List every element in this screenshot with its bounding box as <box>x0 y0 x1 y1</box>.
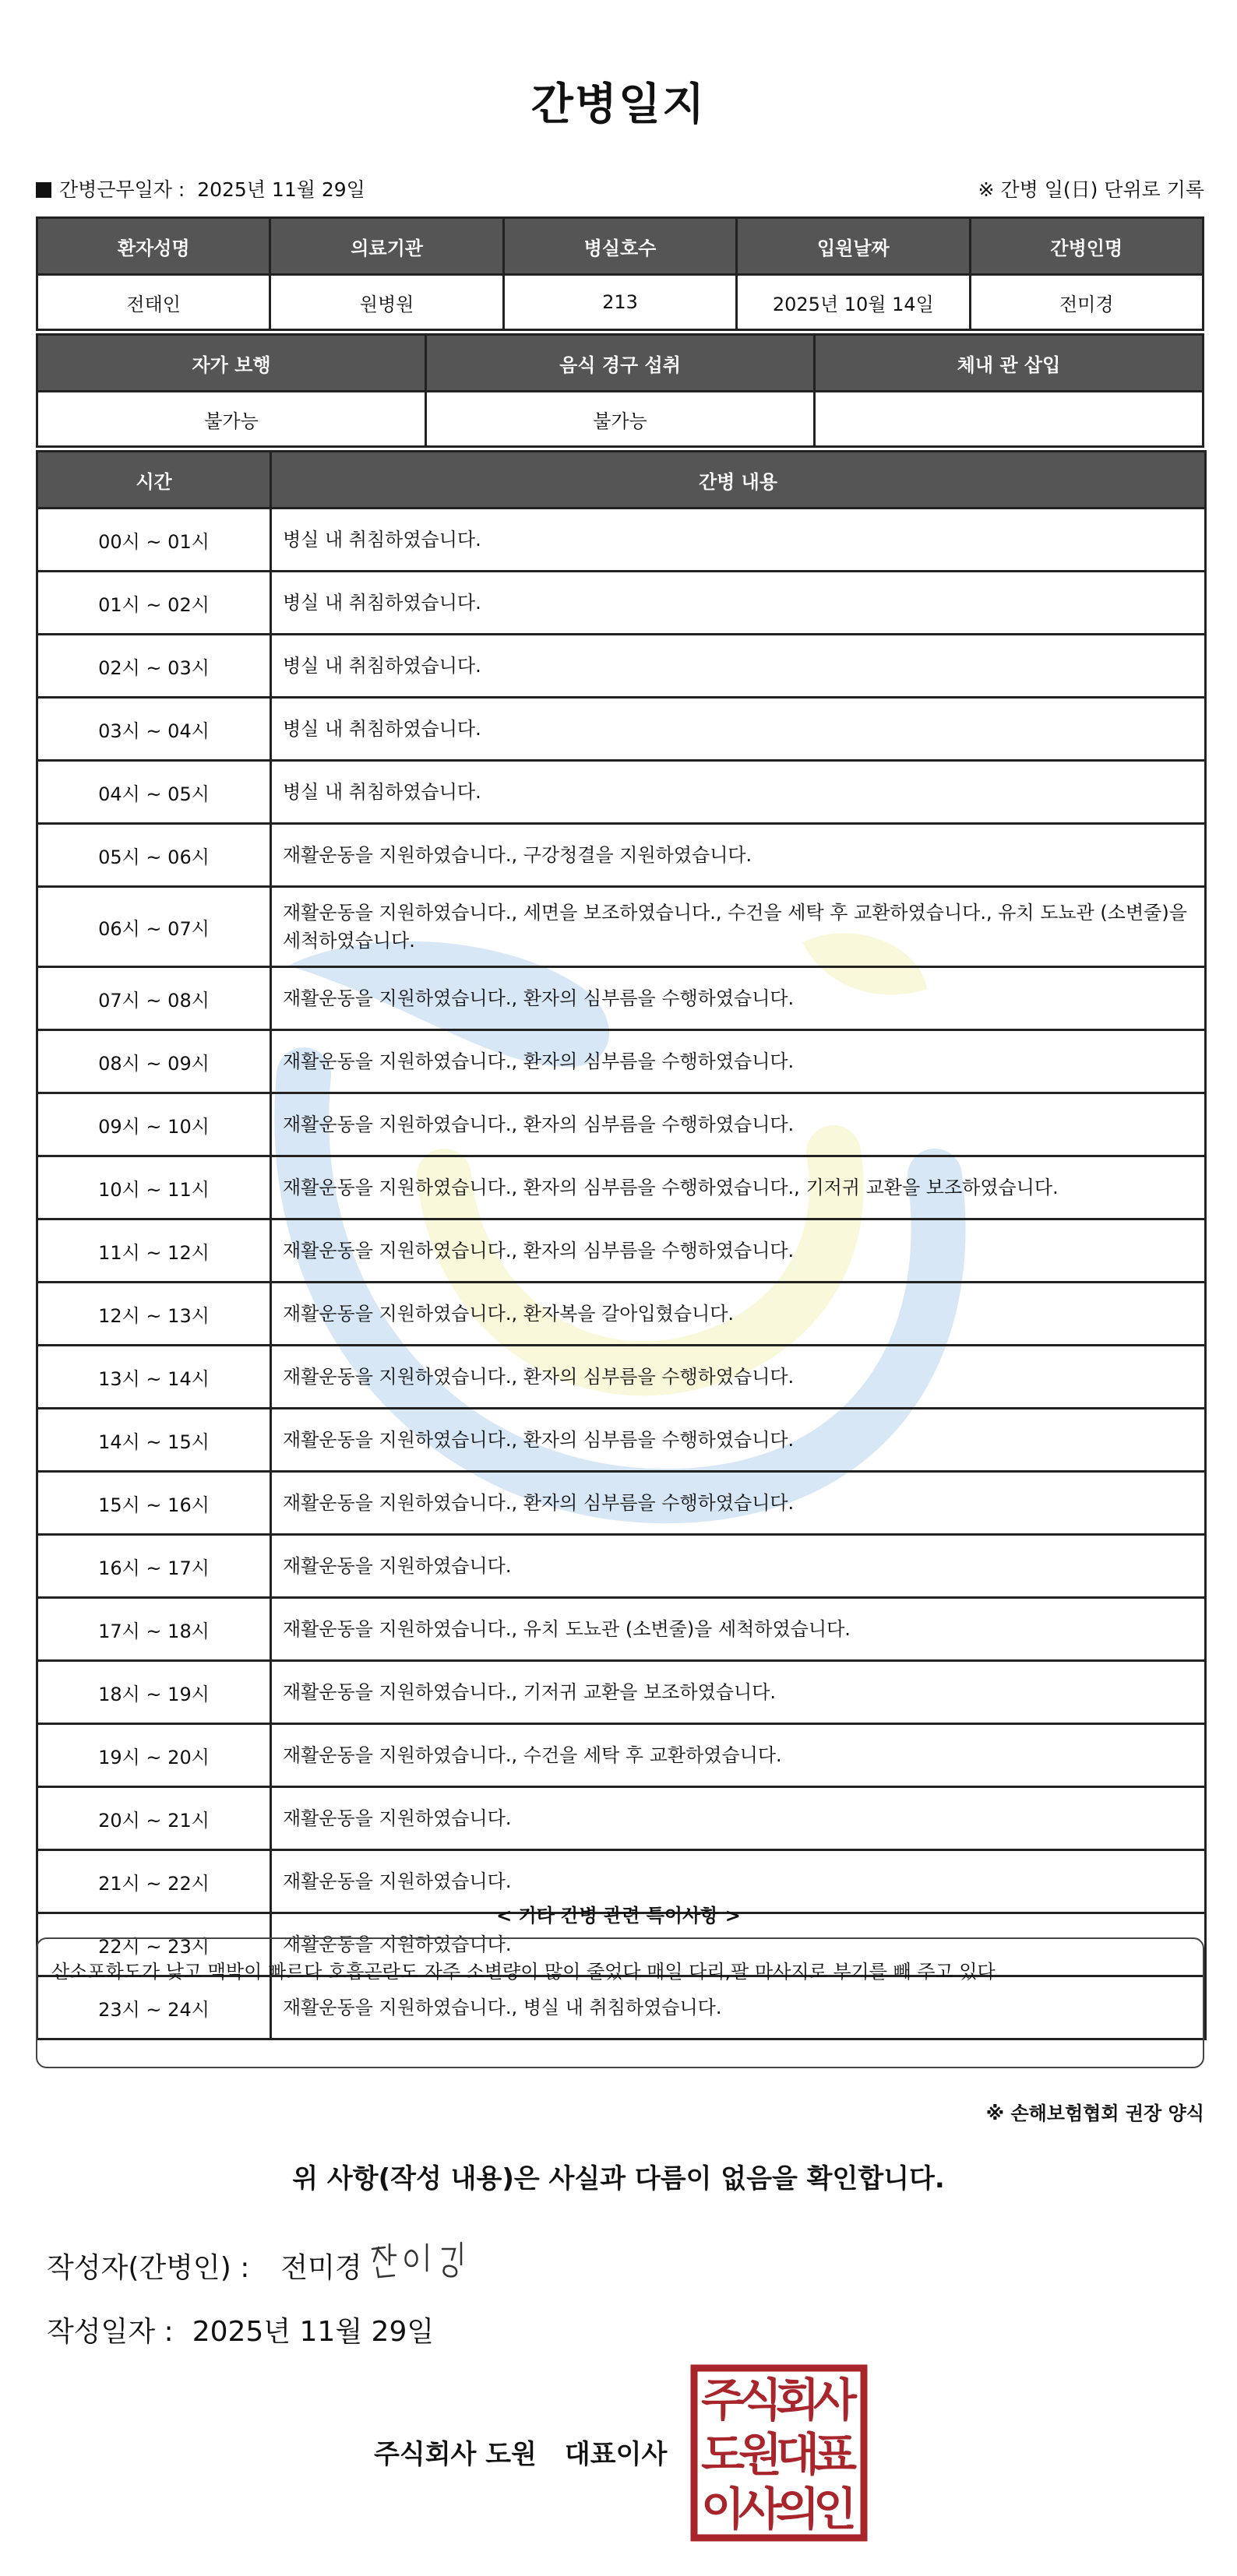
table-row <box>37 1346 1206 1409</box>
table-row <box>37 1661 1206 1724</box>
care-log-table <box>36 450 1207 2040</box>
row-time: 05시 ~ 06시 <box>37 824 271 887</box>
row-care-content: 재활운동을 지원하였습니다., 세면을 보조하였습니다., 수건을 세탁 후 교환하였습니다., 유치 도뇨관 (소변줄)을 세척하였습니다. <box>271 887 1206 967</box>
table-row <box>37 698 1206 761</box>
svg-text:주: 주 <box>700 2374 745 2426</box>
row-time: 07시 ~ 08시 <box>37 967 271 1030</box>
writer-row <box>47 2246 362 2286</box>
row-time: 21시 ~ 22시 <box>37 1850 271 1913</box>
row-care-content: 병실 내 취침하였습니다. <box>271 635 1206 698</box>
table-row <box>37 1472 1206 1535</box>
written-date-value: 2025년 11월 29일 <box>192 2316 435 2348</box>
recommend-note: ※ 손해보험협회 권장 양식 <box>985 2103 1204 2124</box>
row-time: 17시 ~ 18시 <box>37 1598 271 1661</box>
table-row <box>37 761 1206 824</box>
company-seal <box>690 2364 868 2542</box>
table-row <box>37 967 1206 1030</box>
table-row <box>37 1787 1206 1850</box>
svg-text:도: 도 <box>700 2428 745 2481</box>
caregiver-name: 전미경 <box>970 275 1203 330</box>
table-row <box>37 1030 1206 1093</box>
row-time: 16시 ~ 17시 <box>37 1535 271 1598</box>
row-time: 11시 ~ 12시 <box>37 1219 271 1283</box>
row-time: 15시 ~ 16시 <box>37 1472 271 1535</box>
row-care-content: 재활운동을 지원하였습니다. <box>271 1913 1206 1976</box>
row-time: 13시 ~ 14시 <box>37 1346 271 1409</box>
remarks-title: < 기타 간병 관련 특이사항 > <box>496 1905 741 1927</box>
table-row <box>37 509 1206 572</box>
row-time: 02시 ~ 03시 <box>37 635 271 698</box>
row-time: 08시 ~ 09시 <box>37 1030 271 1093</box>
row-care-content: 재활운동을 지원하였습니다., 병실 내 취침하였습니다. <box>271 1976 1206 2039</box>
row-care-content: 병실 내 취침하였습니다. <box>271 761 1206 824</box>
row-care-content: 재활운동을 지원하였습니다., 기저귀 교환을 보조하였습니다. <box>271 1661 1206 1724</box>
table-row <box>37 1219 1206 1283</box>
table-row <box>37 1535 1206 1598</box>
handwritten-signature <box>366 2233 499 2288</box>
header-caregiver: 간병인명 <box>970 218 1203 275</box>
row-time: 10시 ~ 11시 <box>37 1156 271 1219</box>
row-time: 01시 ~ 02시 <box>37 572 271 635</box>
table-row <box>37 1283 1206 1346</box>
row-care-content: 재활운동을 지원하였습니다., 환자복을 갈아입혔습니다. <box>271 1283 1206 1346</box>
row-care-content: 재활운동을 지원하였습니다., 환자의 심부름을 수행하였습니다. <box>271 1472 1206 1535</box>
header-time: 시간 <box>37 452 271 509</box>
row-time: 09시 ~ 10시 <box>37 1093 271 1156</box>
row-care-content: 병실 내 취침하였습니다. <box>271 698 1206 761</box>
work-date-label: 간병근무일자 : <box>59 178 185 201</box>
table-row <box>37 824 1206 887</box>
svg-text:표: 표 <box>812 2428 858 2481</box>
room-number: 213 <box>503 275 736 330</box>
square-bullet-icon <box>36 182 51 198</box>
table-row <box>37 572 1206 635</box>
row-care-content: 재활운동을 지원하였습니다., 환자의 심부름을 수행하였습니다. <box>271 1346 1206 1409</box>
header-walking: 자가 보행 <box>37 335 426 392</box>
ceo-title: 대표이사 <box>564 2439 668 2470</box>
header-tube: 체내 관 삽입 <box>815 335 1204 392</box>
row-care-content: 재활운동을 지원하였습니다. <box>271 1787 1206 1850</box>
table-row <box>37 635 1206 698</box>
svg-text:인: 인 <box>812 2483 858 2536</box>
patient-info-table <box>36 216 1204 331</box>
written-date-label: 작성일자 : <box>47 2316 174 2348</box>
hospital-name: 원병원 <box>270 275 503 330</box>
row-time: 22시 ~ 23시 <box>37 1913 271 1976</box>
row-time: 04시 ~ 05시 <box>37 761 271 824</box>
header-admission-date: 입원날짜 <box>737 218 970 275</box>
table-row <box>37 1409 1206 1472</box>
row-time: 19시 ~ 20시 <box>37 1724 271 1787</box>
row-care-content: 재활운동을 지원하였습니다., 유치 도뇨관 (소변줄)을 세척하였습니다. <box>271 1598 1206 1661</box>
admission-date: 2025년 10월 14일 <box>737 275 970 330</box>
table-row <box>37 1598 1206 1661</box>
table-row <box>37 1093 1206 1156</box>
row-care-content: 재활운동을 지원하였습니다., 환자의 심부름을 수행하였습니다. <box>271 967 1206 1030</box>
svg-text:식: 식 <box>738 2374 783 2426</box>
patient-name: 전태인 <box>37 275 270 330</box>
oral-intake-status: 불가능 <box>426 392 815 447</box>
remarks-box <box>36 1937 1204 2068</box>
page-title: 간병일지 <box>530 79 707 130</box>
row-time: 12시 ~ 13시 <box>37 1283 271 1346</box>
svg-text:원: 원 <box>738 2428 783 2481</box>
row-care-content: 재활운동을 지원하였습니다., 환자의 심부름을 수행하였습니다. <box>271 1030 1206 1093</box>
header-room: 병실호수 <box>503 218 736 275</box>
svg-text:사: 사 <box>738 2483 783 2536</box>
confirm-statement: 위 사항(작성 내용)은 사실과 다름이 없음을 확인합니다. <box>292 2163 945 2194</box>
svg-text:의: 의 <box>775 2483 820 2536</box>
writer-label: 작성자(간병인) : <box>47 2252 250 2284</box>
row-care-content: 병실 내 취침하였습니다. <box>271 572 1206 635</box>
unit-note: ※ 간병 일(日) 단위로 기록 <box>978 178 1204 201</box>
row-time: 20시 ~ 21시 <box>37 1787 271 1850</box>
table-row <box>37 1724 1206 1787</box>
header-patient-name: 환자성명 <box>37 218 270 275</box>
row-care-content: 재활운동을 지원하였습니다. <box>271 1535 1206 1598</box>
svg-text:대: 대 <box>775 2428 820 2481</box>
svg-text:이: 이 <box>700 2483 745 2536</box>
patient-status-table <box>36 333 1204 448</box>
header-oral-intake: 음식 경구 섭취 <box>426 335 815 392</box>
row-care-content: 재활운동을 지원하였습니다., 환자의 심부름을 수행하였습니다., 기저귀 교환을 보조하였습니다. <box>271 1156 1206 1219</box>
table-row <box>37 1156 1206 1219</box>
work-date-row <box>36 174 1204 209</box>
row-care-content: 병실 내 취침하였습니다. <box>271 509 1206 572</box>
remarks-text: 산소포화도가 낮고 맥박이 빠르다 호흡곤란도 자주 소변량이 많이 줄었다 매일 다리,팔 마사지로 부기를 빼 주고 있다 <box>51 1961 996 1983</box>
row-time: 23시 ~ 24시 <box>37 1976 271 2039</box>
company-name: 주식회사 도원 <box>374 2439 537 2470</box>
row-time: 00시 ~ 01시 <box>37 509 271 572</box>
row-care-content: 재활운동을 지원하였습니다., 환자의 심부름을 수행하였습니다. <box>271 1093 1206 1156</box>
row-time: 14시 ~ 15시 <box>37 1409 271 1472</box>
row-care-content: 재활운동을 지원하였습니다., 환자의 심부름을 수행하였습니다. <box>271 1219 1206 1283</box>
written-date-row <box>47 2310 434 2349</box>
work-date-value: 2025년 11월 29일 <box>197 178 365 201</box>
row-care-content: 재활운동을 지원하였습니다., 구강청결을 지원하였습니다. <box>271 824 1206 887</box>
row-time: 03시 ~ 04시 <box>37 698 271 761</box>
tube-status <box>815 392 1204 447</box>
header-hospital: 의료기관 <box>270 218 503 275</box>
row-time: 06시 ~ 07시 <box>37 887 271 967</box>
row-time: 18시 ~ 19시 <box>37 1661 271 1724</box>
writer-name: 전미경 <box>280 2252 362 2284</box>
svg-text:회: 회 <box>775 2374 820 2426</box>
header-care-content: 간병 내용 <box>271 452 1206 509</box>
row-care-content: 재활운동을 지원하였습니다. <box>271 1850 1206 1913</box>
care-log-body <box>37 509 1206 2039</box>
row-care-content: 재활운동을 지원하였습니다., 환자의 심부름을 수행하였습니다. <box>271 1409 1206 1472</box>
row-care-content: 재활운동을 지원하였습니다., 수건을 세탁 후 교환하였습니다. <box>271 1724 1206 1787</box>
svg-text:사: 사 <box>812 2374 858 2426</box>
walking-status: 불가능 <box>37 392 426 447</box>
company-row <box>374 2433 667 2471</box>
table-row <box>37 887 1206 967</box>
